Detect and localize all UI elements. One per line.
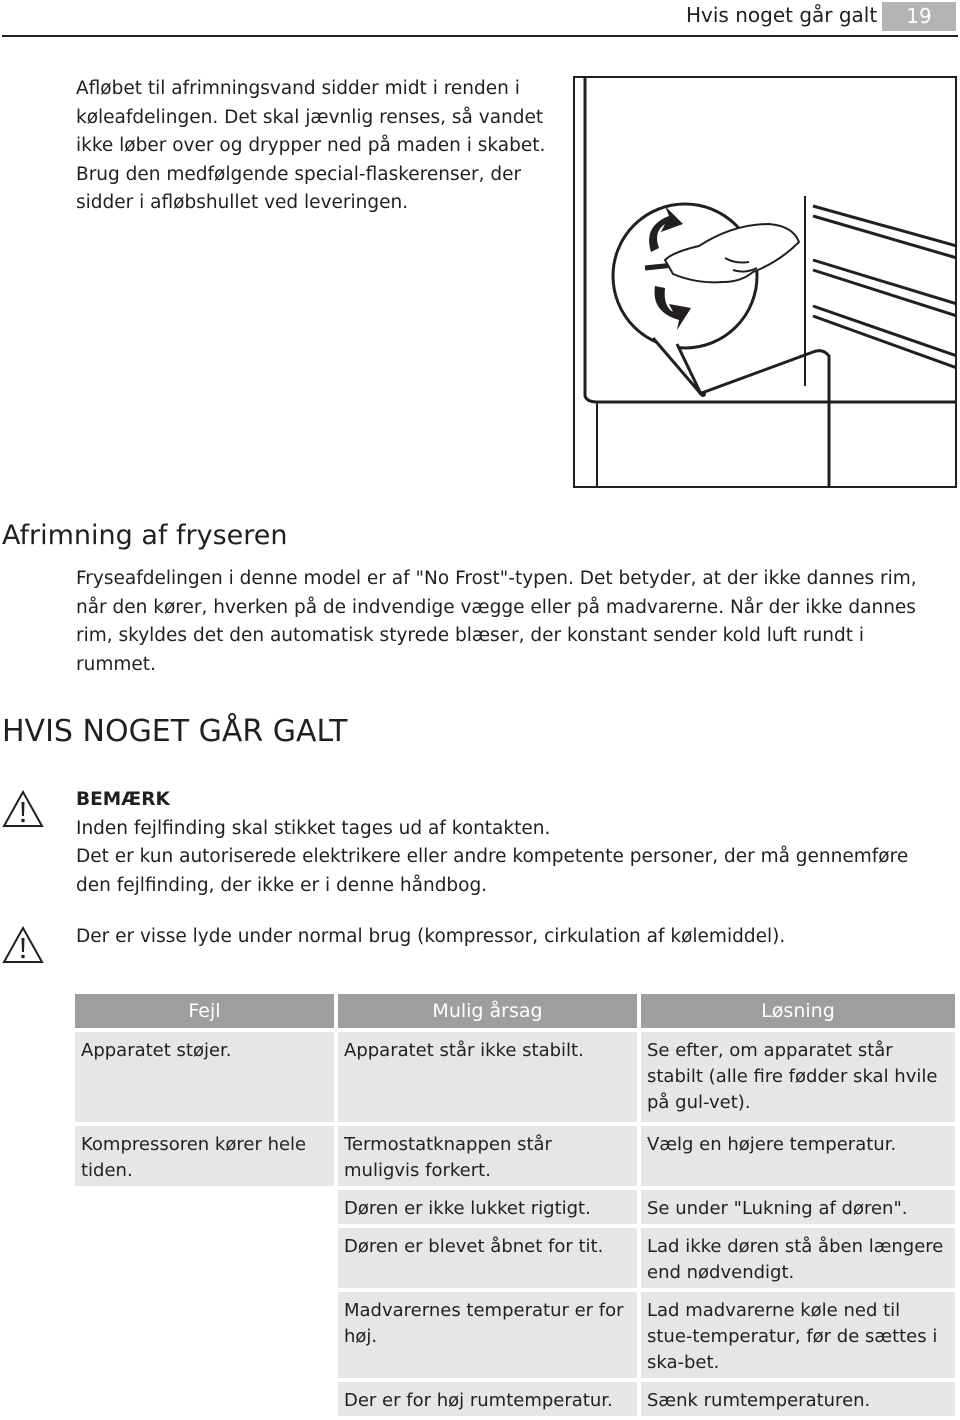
cell-fault	[75, 1228, 334, 1288]
cell-solution: Vælg en højere temperatur.	[641, 1126, 955, 1186]
cell-cause: Termostatknappen står muligvis forkert.	[338, 1126, 637, 1186]
cell-fault: Kompressoren kører hele tiden.	[75, 1126, 334, 1186]
cell-cause: Der er for høj rumtemperatur.	[338, 1382, 637, 1416]
troubleshooting-table	[75, 994, 955, 1420]
header-title: Hvis noget går galt	[686, 3, 878, 27]
cell-solution: Sænk rumtemperaturen.	[641, 1382, 955, 1416]
intro-paragraph: Afløbet til afrimningsvand sidder midt i renden i køleafdelingen. Det skal jævnlig renses, så vandet ikke løber over og drypper ned på maden i skabet. Brug den medfølgende special-flaskerenser, der sidder i afløbshullet ved leveringen.	[76, 78, 546, 213]
cell-fault	[75, 1382, 334, 1416]
header-cause: Mulig årsag	[338, 994, 637, 1028]
table-row	[75, 1190, 955, 1224]
note-line-qualified: Det er kun autoriserede elektrikere eller andre kompetente personer, der må gennemføre den fejlfinding, der ikke er i denne håndbog.	[76, 846, 909, 896]
cell-cause: Døren er blevet åbnet for tit.	[338, 1228, 637, 1288]
header-solution: Løsning	[641, 994, 955, 1028]
table-row	[75, 1032, 955, 1122]
drain-cleaning-illustration	[573, 76, 957, 488]
note-line-unplug: Inden fejlfinding skal stikket tages ud af kontakten.	[76, 817, 551, 839]
table-row	[75, 1382, 955, 1416]
cell-cause: Apparatet står ikke stabilt.	[338, 1032, 637, 1122]
cell-solution: Se efter, om apparatet står stabilt (alle fire fødder skal hvile på gul-vet).	[641, 1032, 955, 1122]
table-row	[75, 1126, 955, 1186]
note-label: BEMÆRK	[76, 789, 170, 810]
note-block	[76, 786, 946, 900]
warning-icon	[2, 790, 44, 828]
cell-fault: Apparatet støjer.	[75, 1032, 334, 1122]
troubleshooting-section-title: HVIS NOGET GÅR GALT	[2, 714, 348, 749]
sound-note: Der er visse lyde under normal brug (kompressor, cirkulation af kølemiddel).	[76, 926, 786, 947]
header-rule	[2, 35, 958, 37]
cell-solution: Lad ikke døren stå åben længere end nødvendigt.	[641, 1228, 955, 1288]
cell-fault	[75, 1190, 334, 1224]
warning-icon	[2, 926, 44, 964]
cell-fault	[75, 1292, 334, 1378]
header-fault: Fejl	[75, 994, 334, 1028]
cell-solution: Lad madvarerne køle ned til stue-temperatur, før de sættes i ska-bet.	[641, 1292, 955, 1378]
cell-cause: Madvarernes temperatur er for høj.	[338, 1292, 637, 1378]
table-row	[75, 1228, 955, 1288]
defrost-section-title: Afrimning af fryseren	[2, 520, 288, 551]
cell-cause: Døren er ikke lukket rigtigt.	[338, 1190, 637, 1224]
table-row	[75, 1292, 955, 1378]
table-header-row	[75, 994, 955, 1028]
page-number: 19	[882, 2, 956, 31]
defrost-paragraph: Fryseafdelingen i denne model er af "No Frost"-typen. Det betyder, at der ikke dannes rim, når den kører, hverken på de indvendige vægge eller på madvarerne. Når der ikke dannes rim, skyldes det den automatisk styrede blæser, der konstant sender kold luft rundt i rummet.	[76, 568, 917, 675]
cell-solution: Se under "Lukning af døren".	[641, 1190, 955, 1224]
